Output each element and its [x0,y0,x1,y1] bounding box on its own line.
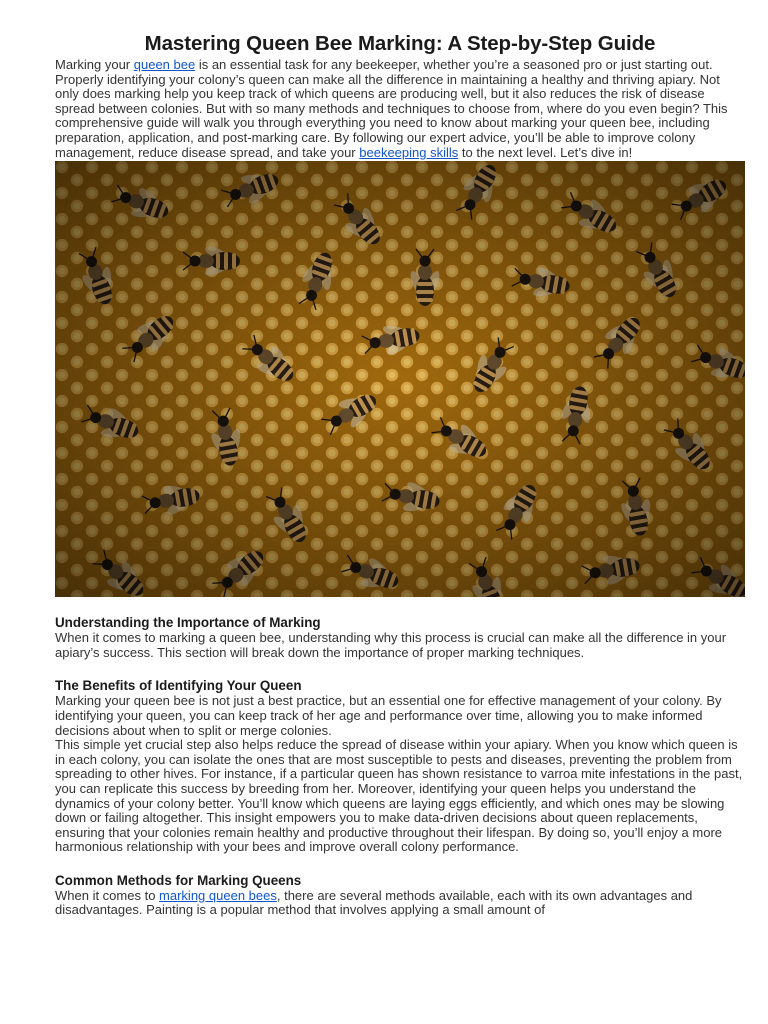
intro-text-2: is an essential task for any beekeeper, whether you’re a seasoned pro or just starting out. Properly identifying your colony’s queen can make all the difference in maintaining a healthy and thriving apiary. Not only does marking help you keep track of which queens are producing well, but it also reduces the risk of disease spread between colonies. But with so many methods and techniques to choose from, where do you even begin? This comprehensive guide will walk you through everything you need to know about marking your queen bee, including preparation, application, and post-marking care. By following our expert advice, you’ll be able to improve colony management, reduce disease spread, and take your [55,57,728,160]
marking-queen-bees-link[interactable]: marking queen bees [159,887,277,903]
intro-text-3: to the next level. Let’s dive in! [458,144,633,160]
methods-text-2: , there are several methods available, each with its own advantages and disadvantages. Painting is a popular method that involves applying a small amount of [55,887,693,918]
section-importance [55,615,745,660]
section-heading: The Benefits of Identifying Your Queen [55,678,302,694]
section-benefits [55,678,745,855]
section-methods [55,873,745,918]
section-heading: Common Methods for Marking Queens [55,872,302,888]
methods-text-1: When it comes to [55,887,160,903]
section-heading: Understanding the Importance of Marking [55,615,321,631]
intro-text-1: Marking your [55,57,134,72]
article [55,30,745,918]
beekeeping-skills-link[interactable]: beekeeping skills [359,144,459,160]
section-paragraph [55,889,745,918]
queen-bee-link[interactable]: queen bee [133,57,196,72]
section-paragraph: When it comes to marking a queen bee, understanding why this process is crucial can make all the difference in your apiary’s success. This section will break down the importance of proper marking techniques. [55,630,727,660]
intro-paragraph [55,58,745,160]
honeybees-on-comb-photo [55,161,745,597]
article-title: Mastering Queen Bee Marking: A Step-by-Step Guide [144,32,656,55]
section-paragraph: Marking your queen bee is not just a best practice, but an essential one for effective management of your colony. By identifying your queen, you can keep track of her age and performance over time, allowing you to make informed decisions about when to split or merge colonies. [55,693,722,738]
section-paragraph: This simple yet crucial step also helps reduce the spread of disease within your apiary. When you know which queen is in each colony, you can isolate the ones that are most susceptible to pests and diseases, preventing the problem from spreading to other hives. For instance, if a particular queen has shown resistance to varroa mite infestations in the past, you can replicate this success by breeding from her. Moreover, identifying your queen helps you understand the dynamics of your colony better. You’ll know which queens are laying eggs efficiently, and which ones may be slowing down or failing altogether. This insight empowers you to make data-driven decisions about queen replacements, ensuring that your colonies remain healthy and productive throughout their lifespan. By doing so, you’ll enjoy a more harmonious relationship with your bees and improve overall colony performance. [55,737,743,855]
